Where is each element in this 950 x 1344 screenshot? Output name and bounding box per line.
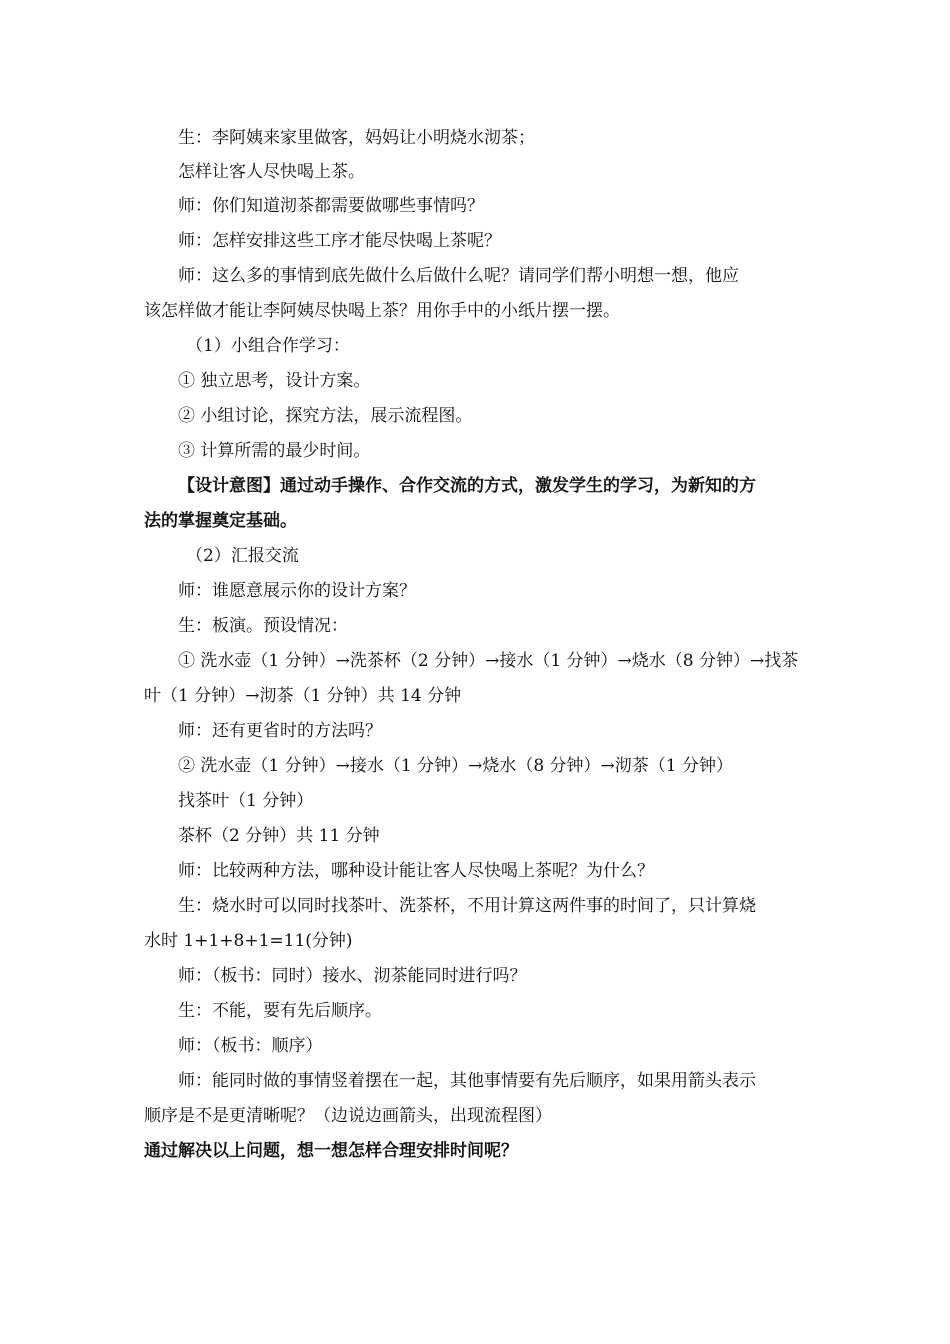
paragraph-line: 师：（板书：顺序） [178, 1036, 323, 1056]
paragraph-line: ② 洗水壶（1 分钟）→接水（1 分钟）→烧水（8 分钟）→沏茶（1 分钟） [178, 756, 734, 776]
closing-question: 通过解决以上问题，想一想怎样合理安排时间呢？ [144, 1141, 518, 1161]
paragraph-line: 该怎样做才能让李阿姨尽快喝上茶？用你手中的小纸片摆一摆。 [144, 301, 620, 321]
paragraph-line: 师：（板书：同时）接水、沏茶能同时进行吗？ [178, 966, 527, 986]
paragraph-line: 顺序是不是更清晰呢？（边说边画箭头，出现流程图） [144, 1106, 552, 1126]
list-item: ① 独立思考，设计方案。 [178, 371, 371, 391]
list-item: ② 小组讨论，探究方法，展示流程图。 [178, 406, 473, 426]
paragraph-line: 水时 1+1+8+1=11(分钟) [144, 931, 353, 951]
paragraph-line: 生：李阿姨来家里做客，妈妈让小明烧水沏茶； [178, 128, 535, 148]
list-item: ③ 计算所需的最少时间。 [178, 441, 371, 461]
paragraph-line: 师：你们知道沏茶都需要做哪些事情吗？ [178, 196, 484, 216]
paragraph-line: 师：比较两种方法，哪种设计能让客人尽快喝上茶呢？为什么？ [178, 861, 654, 881]
section-heading: （2）汇报交流 [186, 546, 299, 566]
paragraph-line: 师：谁愿意展示你的设计方案？ [178, 581, 416, 601]
paragraph-line: 找茶叶（1 分钟） [178, 791, 314, 811]
paragraph-line: 怎样让客人尽快喝上茶。 [178, 162, 365, 182]
section-heading: （1）小组合作学习： [186, 336, 350, 356]
paragraph-line: ① 洗水壶（1 分钟）→洗茶杯（2 分钟）→接水（1 分钟）→烧水（8 分钟）→找茶 [178, 651, 799, 671]
paragraph-line: 生：板演。预设情况： [178, 616, 348, 636]
paragraph-line: 师：怎样安排这些工序才能尽快喝上茶呢？ [178, 231, 501, 251]
paragraph-line: 生：不能，要有先后顺序。 [178, 1001, 382, 1021]
paragraph-line: 茶杯（2 分钟）共 11 分钟 [178, 826, 380, 846]
paragraph-line: 生：烧水时可以同时找茶叶、洗茶杯，不用计算这两件事的时间了，只计算烧 [178, 896, 756, 916]
paragraph-line: 师：还有更省时的方法吗？ [178, 721, 382, 741]
paragraph-line: 师：能同时做的事情竖着摆在一起，其他事情要有先后顺序，如果用箭头表示 [178, 1071, 756, 1091]
paragraph-line: 叶（1 分钟）→沏茶（1 分钟）共 14 分钟 [144, 686, 462, 706]
design-intent-line: 法的掌握奠定基础。 [144, 511, 297, 531]
paragraph-line: 师：这么多的事情到底先做什么后做什么呢？请同学们帮小明想一想，他应 [178, 266, 739, 286]
design-intent-line: 【设计意图】通过动手操作、合作交流的方式，激发学生的学习，为新知的方 [178, 476, 756, 496]
